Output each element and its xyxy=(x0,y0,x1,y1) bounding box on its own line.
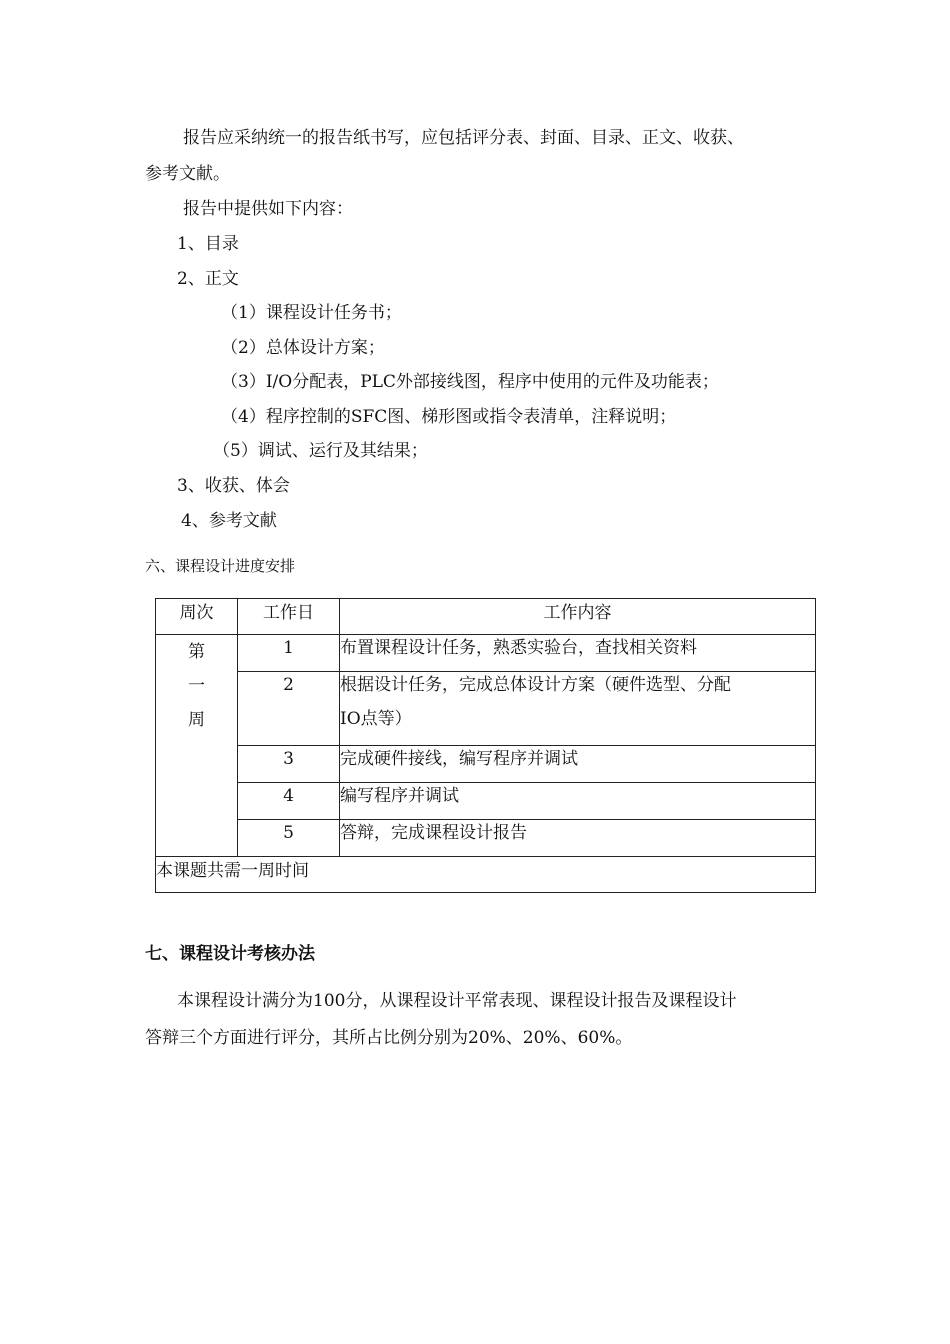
sub-list-item: （5）调试、运行及其结果； xyxy=(213,441,428,461)
header-workday: 工作日 xyxy=(238,599,340,635)
week-char: 周 xyxy=(188,710,205,730)
schedule-table xyxy=(155,598,816,893)
week-char: 一 xyxy=(188,676,205,696)
list-item: 2、正文 xyxy=(177,269,239,289)
content-cell: 完成硬件接线，编写程序并调试 xyxy=(340,746,816,783)
footer-cell: 本课题共需一周时间 xyxy=(156,857,816,893)
table-row xyxy=(156,746,816,783)
header-week: 周次 xyxy=(156,599,238,635)
paragraph-line: 答辩三个方面进行评分，其所占比例分别为20%、20%、60%。 xyxy=(145,1028,633,1048)
sub-list-item: （2）总体设计方案； xyxy=(221,338,385,358)
list-item: 4、参考文献 xyxy=(181,511,277,531)
paragraph-line: 参考文献。 xyxy=(145,164,230,184)
table-row xyxy=(156,783,816,820)
sub-list-item: （3）I/O分配表，PLC外部接线图，程序中使用的元件及功能表； xyxy=(221,372,719,392)
list-item: 1、目录 xyxy=(177,234,239,254)
workday-cell: 5 xyxy=(238,820,340,857)
list-item: 3、收获、体会 xyxy=(177,476,290,496)
schedule-heading: 六、课程设计进度安排 xyxy=(145,557,296,575)
table-row xyxy=(156,635,816,672)
content-cell: 答辩，完成课程设计报告 xyxy=(340,820,816,857)
workday-cell: 1 xyxy=(238,635,340,672)
table-header-row xyxy=(156,599,816,635)
week-cell xyxy=(156,635,238,857)
content-cell: 布置课程设计任务，熟悉实验台，查找相关资料 xyxy=(340,635,816,672)
header-content: 工作内容 xyxy=(340,599,816,635)
content-line: IO点等） xyxy=(340,709,412,729)
workday-cell: 2 xyxy=(238,672,340,746)
sub-list-item: （4）程序控制的SFC图、梯形图或指令表清单，注释说明； xyxy=(221,407,677,427)
paragraph-line: 本课程设计满分为100分，从课程设计平常表现、课程设计报告及课程设计 xyxy=(177,991,737,1011)
sub-list-item: （1）课程设计任务书； xyxy=(221,303,402,323)
assessment-heading: 七、课程设计考核办法 xyxy=(145,944,315,964)
table-row xyxy=(156,820,816,857)
workday-cell: 3 xyxy=(238,746,340,783)
paragraph-line: 报告中提供如下内容： xyxy=(183,199,353,219)
paragraph-line: 报告应采纳统一的报告纸书写，应包括评分表、封面、目录、正文、收获、 xyxy=(183,128,744,148)
table-footer-row xyxy=(156,857,816,893)
workday-cell: 4 xyxy=(238,783,340,820)
content-cell xyxy=(340,672,816,746)
week-char: 第 xyxy=(188,642,205,662)
table-row xyxy=(156,672,816,746)
content-line: 根据设计任务，完成总体设计方案（硬件选型、分配 xyxy=(340,675,731,695)
content-cell: 编写程序并调试 xyxy=(340,783,816,820)
